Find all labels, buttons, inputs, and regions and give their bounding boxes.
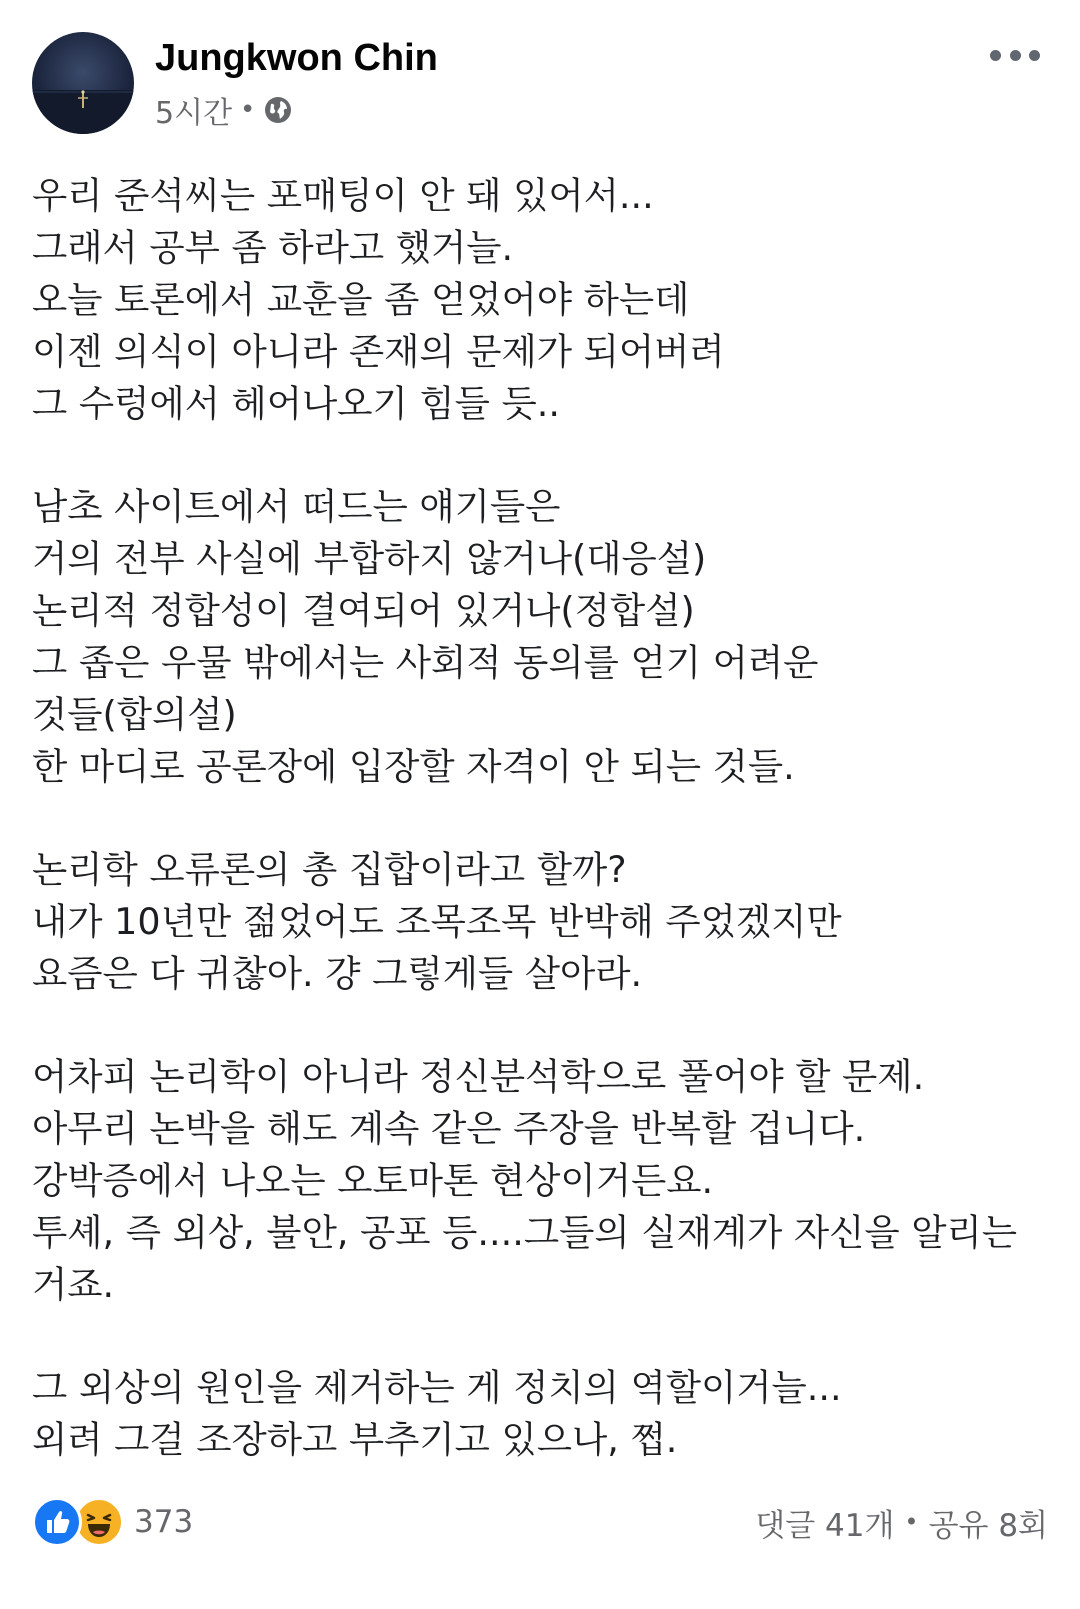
text-line: 오늘 토론에서 교훈을 좀 얻었어야 하는데 — [32, 278, 690, 321]
more-dot — [990, 50, 1001, 61]
more-dot — [1029, 50, 1040, 61]
post-header — [32, 30, 1048, 140]
paragraph — [32, 844, 1052, 1000]
text-line: 남초 사이트에서 떠드는 얘기들은 — [32, 485, 561, 528]
paragraph — [32, 1362, 1052, 1466]
paragraph — [32, 1051, 1052, 1311]
more-dot — [1010, 50, 1021, 61]
text-line: 아무리 논박을 해도 계속 같은 주장을 반복할 겁니다. — [32, 1107, 866, 1150]
stats-separator: • — [904, 1508, 919, 1536]
text-line: 논리학 오류론의 총 집합이라고 할까? — [32, 848, 627, 891]
paragraph — [32, 170, 1052, 430]
text-line: 이젠 의식이 아니라 존재의 문제가 되어버려 — [32, 330, 725, 373]
text-line: 거죠. — [32, 1263, 115, 1306]
text-line: 그래서 공부 좀 하라고 했거늘. — [32, 226, 514, 269]
comments-count[interactable]: 댓글 41개 — [755, 1507, 895, 1544]
text-line: 어차피 논리학이 아니라 정신분석학으로 풀어야 할 문제. — [32, 1055, 925, 1098]
text-line: 강박증에서 나오는 오토마톤 현상이거든요. — [32, 1159, 714, 1202]
like-icon — [32, 1497, 82, 1547]
text-line: 그 좁은 우물 밖에서는 사회적 동의를 얻기 어려운 — [32, 641, 819, 684]
post-body — [32, 170, 1052, 1517]
author-name[interactable]: Jungkwon Chin — [155, 37, 438, 79]
post-meta — [155, 90, 293, 130]
reactions-summary[interactable] — [32, 1496, 193, 1548]
text-line: 논리적 정합성이 결여되어 있거나(정합설) — [32, 589, 695, 632]
avatar[interactable] — [32, 32, 134, 134]
globe-icon[interactable] — [263, 95, 293, 125]
text-line: 외려 그걸 조장하고 부추기고 있으나, 쩝. — [32, 1418, 678, 1461]
post-footer — [32, 1496, 1048, 1548]
more-options-icon[interactable] — [990, 40, 1040, 70]
meta-separator: • — [240, 95, 256, 125]
avatar-image — [32, 32, 134, 134]
text-line: 내가 10년만 젊었어도 조목조목 반박해 주었겠지만 — [32, 900, 842, 943]
shares-count[interactable]: 공유 8회 — [928, 1507, 1048, 1544]
text-line: 것들(합의설) — [32, 693, 237, 736]
text-line: 우리 준석씨는 포매팅이 안 돼 있어서... — [32, 174, 654, 217]
text-line: 그 외상의 원인을 제거하는 게 정치의 역할이거늘... — [32, 1366, 842, 1409]
reaction-count: 373 — [134, 1504, 194, 1540]
text-line: 거의 전부 사실에 부합하지 않거나(대응설) — [32, 537, 707, 580]
text-line: 한 마디로 공론장에 입장할 자격이 안 되는 것들. — [32, 745, 795, 788]
text-line: 요즘은 다 귀찮아. 걍 그렇게들 살아라. — [32, 952, 643, 995]
text-line: 투셰, 즉 외상, 불안, 공포 등....그들의 실재계가 자신을 알리는 — [32, 1211, 1017, 1254]
text-line: 그 수렁에서 헤어나오기 힘들 듯.. — [32, 382, 560, 425]
engagement-stats — [755, 1496, 1048, 1548]
post-timestamp[interactable]: 5시간 — [155, 96, 233, 131]
paragraph — [32, 481, 1052, 793]
